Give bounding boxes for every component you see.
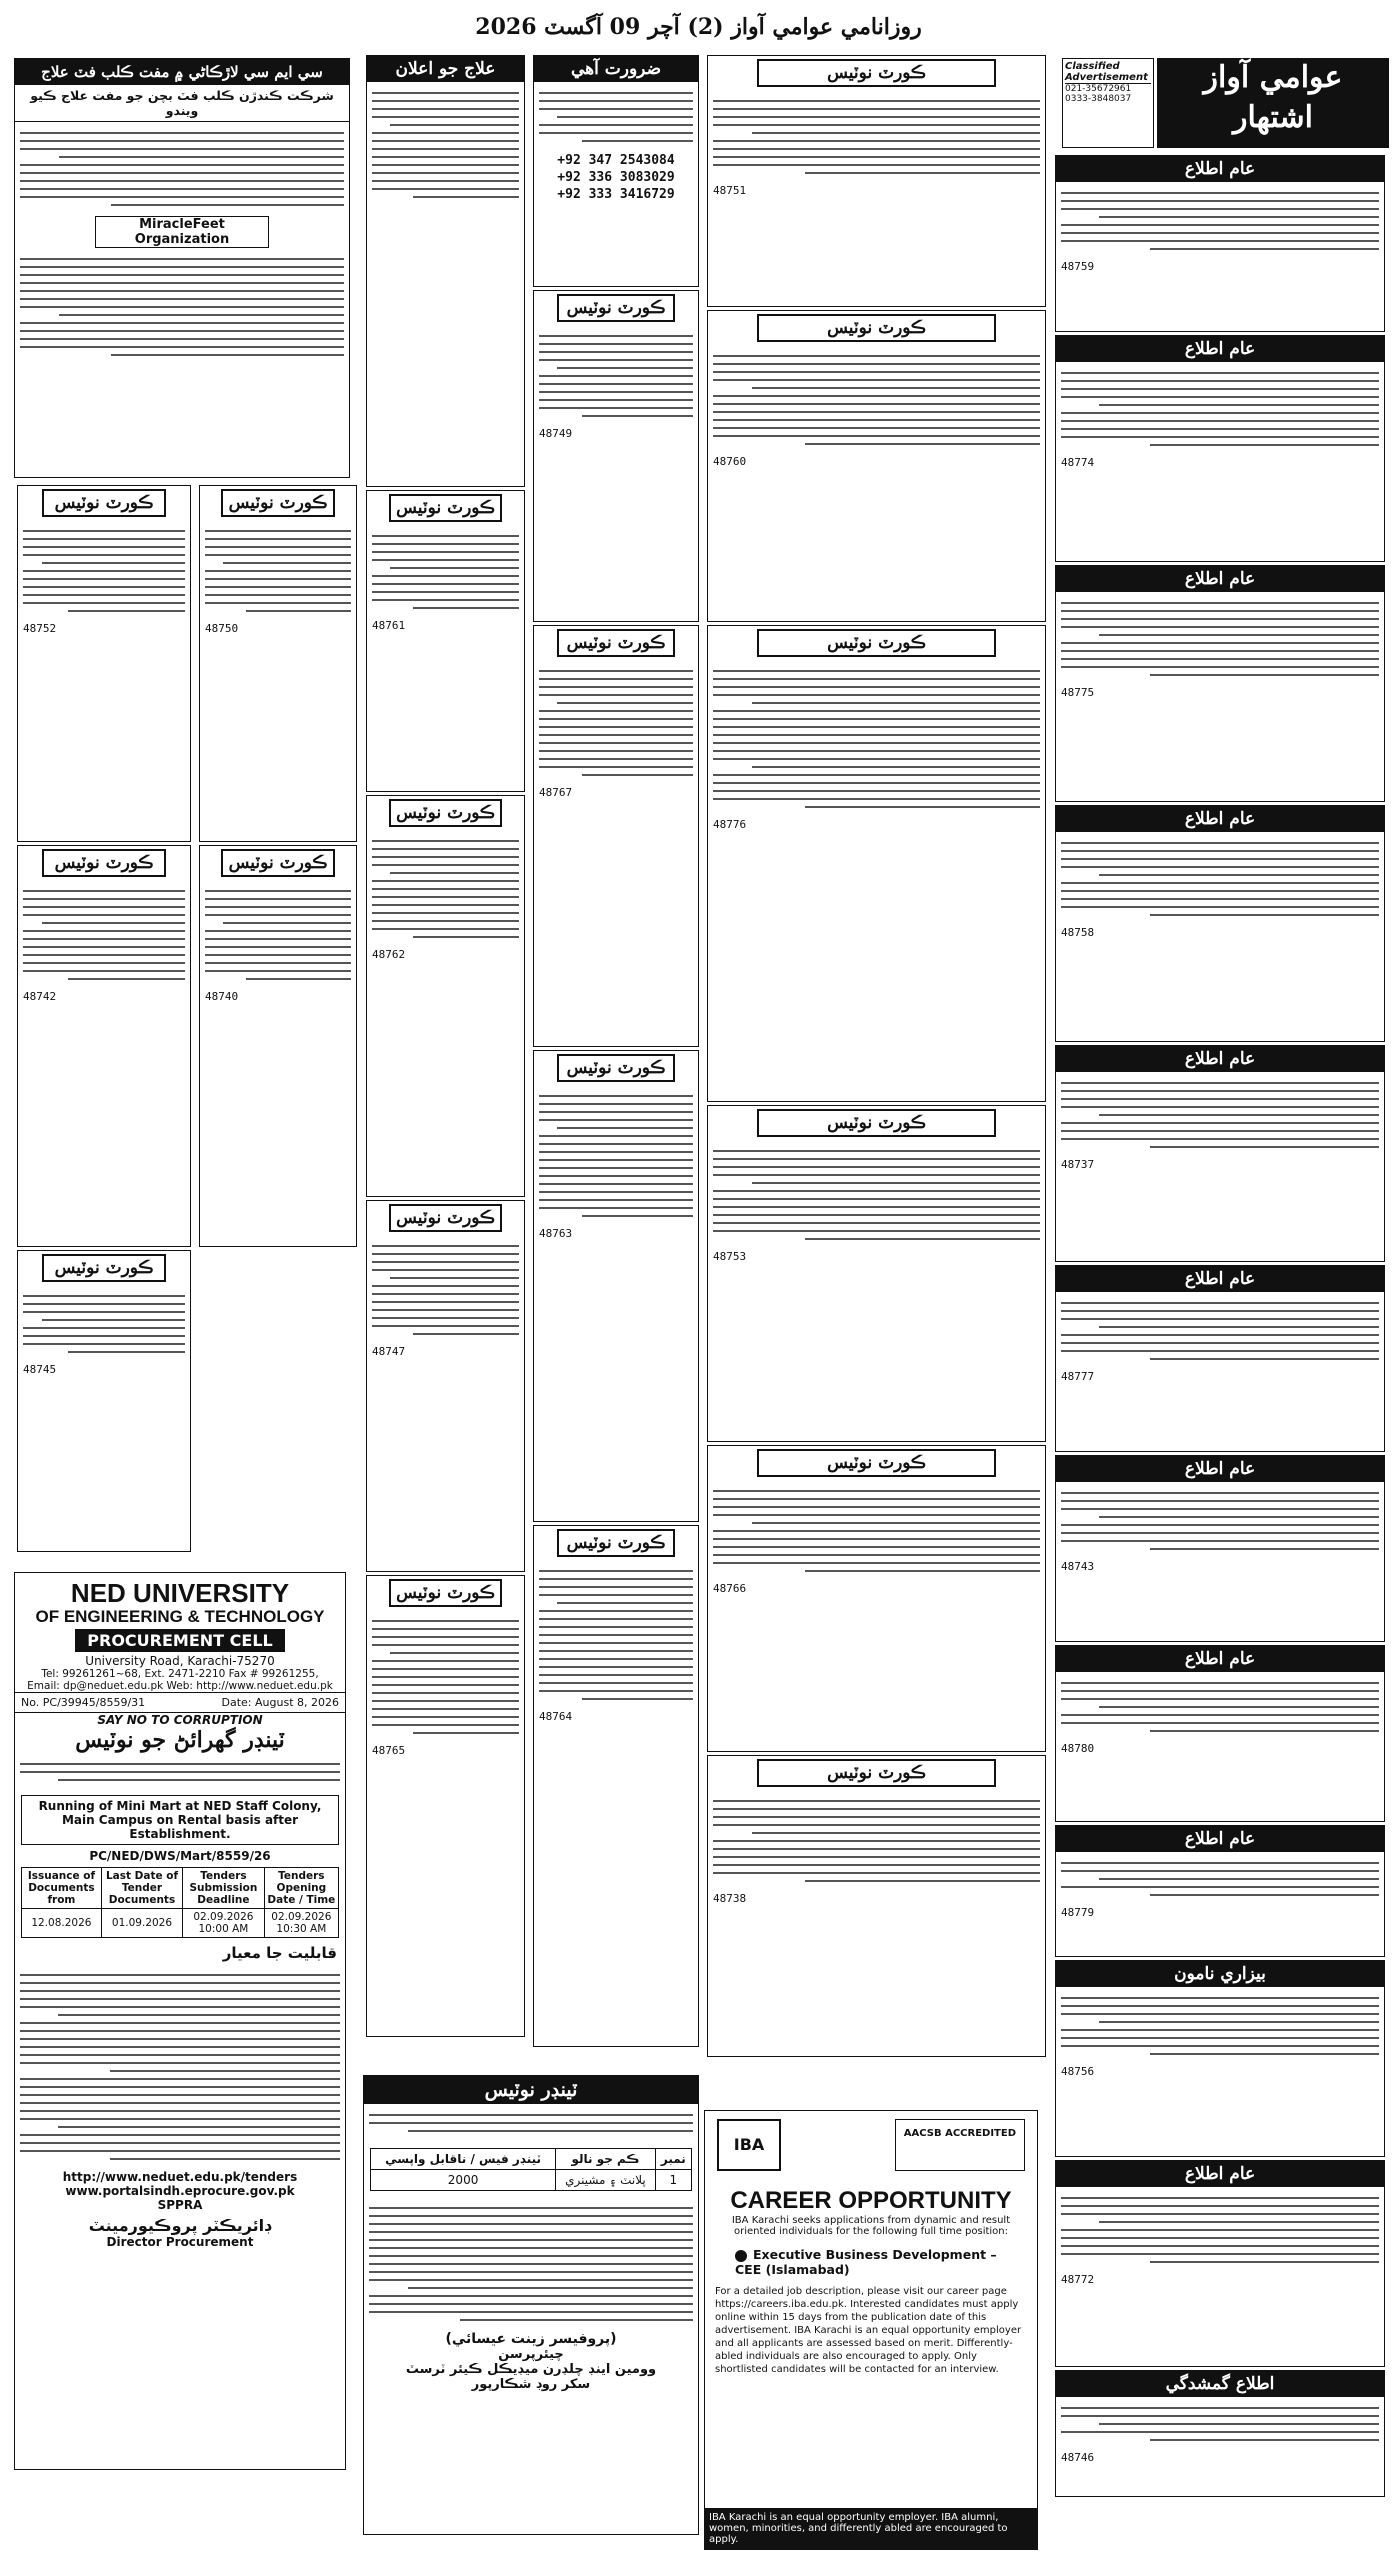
notice-ref: 48759 bbox=[1061, 260, 1095, 273]
notice-header: ڪورٽ نوٽيس bbox=[557, 1529, 676, 1557]
notice-box bbox=[17, 1250, 191, 1552]
notice-header: عام اطلاع bbox=[1056, 1456, 1384, 1482]
ned-university: NED UNIVERSITY bbox=[70, 1578, 290, 1608]
phone-2: +92 336 3083029 bbox=[557, 170, 675, 185]
ned-cell-2: 01.09.2026 bbox=[101, 1909, 182, 1938]
ned-tel: Tel: 99261261~68, Ext. 2471-2210 Fax # 99261255, bbox=[41, 1668, 319, 1680]
treatment-header: علاج جو اعلان bbox=[367, 56, 524, 82]
notice-ref: 48772 bbox=[1061, 2273, 1095, 2286]
notice-ref: 48752 bbox=[23, 622, 57, 635]
column-left-a bbox=[14, 482, 194, 1567]
notice-ref: 48750 bbox=[205, 622, 239, 635]
ned-cell: PROCUREMENT CELL bbox=[75, 1629, 285, 1652]
ned-tender-ad bbox=[14, 1572, 346, 2470]
notice-ref: 48738 bbox=[713, 1892, 747, 1905]
notice-header: عام اطلاع bbox=[1056, 336, 1384, 362]
notice-box bbox=[1055, 2160, 1385, 2367]
tender-col-2: ڪم جو نالو bbox=[556, 2149, 656, 2170]
ned-web[interactable]: http://www.neduet.edu.pk/tenders bbox=[62, 2170, 298, 2184]
tender-sign-4: سکر روڊ شڪارپور bbox=[471, 2377, 591, 2392]
notice-header: ڪورٽ نوٽيس bbox=[389, 1204, 503, 1232]
tender-sign-2: چيئرپرسن bbox=[498, 2347, 564, 2362]
treatment-box bbox=[366, 55, 525, 487]
tender-no: 1 bbox=[655, 2170, 691, 2191]
ned-col-4: Tenders Opening Date / Time bbox=[264, 1868, 338, 1909]
masthead-title: روزانامي عوامي آواز (2) آچر 09 آگسٽ 2026 bbox=[475, 14, 922, 40]
ned-cell-4: 02.09.2026 10:30 AM bbox=[264, 1909, 338, 1938]
required-header: ضرورت آهي bbox=[534, 56, 698, 82]
career-body: For a detailed job description, please visit our career page https://careers.iba.edu.pk. Interested candidates must apply online within 15 days from the publication date of this advertisement. IBA Karachi is an equal opportunity employer and all applicants are assessed based on merit. Differently-abled individuals are also encouraged to apply. Only shortlisted candidates will be contacted for an interview. bbox=[715, 2286, 1022, 2375]
notice-ref: 48758 bbox=[1061, 926, 1095, 939]
notice-ref: 48745 bbox=[23, 1363, 57, 1376]
notice-ref: 48763 bbox=[539, 1227, 573, 1240]
notice-box bbox=[1055, 335, 1385, 562]
column-required bbox=[530, 52, 702, 2072]
notice-header: ڪورٽ نوٽيس bbox=[757, 59, 997, 87]
notice-ref: 48780 bbox=[1061, 1742, 1095, 1755]
notice-box bbox=[366, 490, 525, 792]
tender-title: ٽينڊر نوٽيس bbox=[364, 2076, 698, 2104]
iba-career-ad bbox=[704, 2110, 1038, 2550]
notice-ref: 48751 bbox=[713, 184, 747, 197]
tender-col-1: نمبر bbox=[655, 2149, 691, 2170]
ned-col-3: Tenders Submission Deadline bbox=[183, 1868, 265, 1909]
column-treatment bbox=[363, 52, 528, 2072]
notice-header: ڪورٽ نوٽيس bbox=[221, 849, 334, 877]
ned-email: Email: dp@neduet.edu.pk Web: http://www.neduet.edu.pk bbox=[27, 1680, 333, 1692]
ned-sppra: SPPRA bbox=[157, 2198, 203, 2212]
notice-ref: 48762 bbox=[372, 948, 406, 961]
notice-header: ڪورٽ نوٽيس bbox=[221, 489, 334, 517]
notice-box bbox=[707, 310, 1046, 622]
classified-title: Classified Advertisement bbox=[1065, 61, 1151, 84]
notice-ref: 48761 bbox=[372, 619, 406, 632]
phone-1: +92 347 2543084 bbox=[557, 153, 675, 168]
career-footer: IBA Karachi is an equal opportunity employer. IBA alumni, women, minorities, and differently abled are encouraged to apply. bbox=[705, 2508, 1037, 2549]
notice-box bbox=[707, 1755, 1046, 2057]
notice-ref: 48776 bbox=[713, 818, 747, 831]
notice-box bbox=[366, 795, 525, 1197]
ned-work: Running of Mini Mart at NED Staff Colony, Main Campus on Rental basis after Establishment. bbox=[21, 1795, 339, 1845]
notice-box bbox=[1055, 1825, 1385, 1957]
ned-col-1: Issuance of Documents from bbox=[22, 1868, 102, 1909]
column-public-notices bbox=[1052, 152, 1388, 2552]
tender-notice bbox=[363, 2075, 699, 2535]
notice-header: ڪورٽ نوٽيس bbox=[757, 1109, 997, 1137]
notice-box bbox=[1055, 1645, 1385, 1822]
notice-ref: 48764 bbox=[539, 1710, 573, 1723]
notice-header: عام اطلاع bbox=[1056, 566, 1384, 592]
ned-director: ڊائريڪٽر پروڪيورمينٽ bbox=[88, 2216, 272, 2235]
column-left-b bbox=[196, 482, 360, 1567]
required-box bbox=[533, 55, 699, 287]
phone-3: +92 333 3416729 bbox=[557, 187, 675, 202]
ned-address: University Road, Karachi-75270 bbox=[85, 1654, 275, 1668]
notice-ref: 48743 bbox=[1061, 1560, 1095, 1573]
ned-cell-3: 02.09.2026 10:00 AM bbox=[183, 1909, 265, 1938]
notice-ref: 48747 bbox=[372, 1345, 406, 1358]
notice-box bbox=[533, 1050, 699, 1522]
career-intro: IBA Karachi seeks applications from dynamic and result oriented individuals for the following full time position: bbox=[731, 2215, 1011, 2237]
notice-header: عام اطلاع bbox=[1056, 2161, 1384, 2187]
tender-sign-1: (پروفيسر زينت عيسائي) bbox=[445, 2331, 617, 2347]
ned-eligibility: قابليت جا معيار bbox=[222, 1944, 337, 1962]
notice-ref: 48756 bbox=[1061, 2065, 1095, 2078]
notice-ref: 48767 bbox=[539, 786, 573, 799]
banner-title: سي ايم سي لاڙڪاڻي ۾ مفت ڪلب فٽ علاج bbox=[15, 59, 349, 85]
notice-header: ڪورٽ نوٽيس bbox=[42, 489, 166, 517]
tender-table bbox=[370, 2148, 692, 2191]
notice-box bbox=[533, 625, 699, 1047]
notice-header: ڪورٽ نوٽيس bbox=[389, 799, 503, 827]
banner-org: MiracleFeet Organization bbox=[95, 216, 269, 248]
notice-ref: 48740 bbox=[205, 990, 239, 1003]
career-title: CAREER OPPORTUNITY bbox=[730, 2187, 1012, 2214]
notice-header: عام اطلاع bbox=[1056, 156, 1384, 182]
notice-ref: 48775 bbox=[1061, 686, 1095, 699]
notice-box bbox=[707, 625, 1046, 1102]
ned-col-2: Last Date of Tender Documents bbox=[101, 1868, 182, 1909]
notice-box bbox=[1055, 1265, 1385, 1452]
tender-col-3: ٽينڊر فيس / ناقابل واپسي bbox=[371, 2149, 556, 2170]
ned-ref-no: No. PC/39945/8559/31 bbox=[21, 1696, 146, 1709]
notice-ref: 48760 bbox=[713, 455, 747, 468]
notice-box bbox=[366, 1200, 525, 1572]
banner-subtitle: شرڪت ڪندڙن ڪلب فٽ بچن جو مفت علاج ڪيو ويندو bbox=[15, 85, 349, 122]
notice-box bbox=[17, 845, 191, 1247]
notice-box bbox=[707, 55, 1046, 307]
notice-header: ڪورٽ نوٽيس bbox=[757, 629, 997, 657]
aacsb-badge: AACSB ACCREDITED bbox=[895, 2119, 1025, 2171]
notice-box bbox=[1055, 2370, 1385, 2497]
notice-box bbox=[199, 485, 357, 842]
notice-header: عام اطلاع bbox=[1056, 1826, 1384, 1852]
logo-name: عوامي آواز bbox=[1203, 60, 1343, 95]
notice-header: عام اطلاع bbox=[1056, 1646, 1384, 1672]
clubfoot-banner bbox=[14, 58, 350, 478]
notice-ref: 48753 bbox=[713, 1250, 747, 1263]
ned-slogan: SAY NO TO CORRUPTION bbox=[97, 1713, 263, 1727]
notice-box bbox=[199, 845, 357, 1247]
ned-urdu-title: ٽينڊر گهرائڻ جو نوٽيس bbox=[75, 1727, 285, 1753]
notice-header: ڪورٽ نوٽيس bbox=[757, 1449, 997, 1477]
column-court-notices-2 bbox=[704, 52, 1049, 2102]
notice-ref: 48746 bbox=[1061, 2451, 1095, 2464]
ned-director-en: Director Procurement bbox=[106, 2235, 254, 2249]
notice-header: ڪورٽ نوٽيس bbox=[757, 1759, 997, 1787]
tender-fee: 2000 bbox=[371, 2170, 556, 2191]
notice-box bbox=[1055, 805, 1385, 1042]
notice-header: ڪورٽ نوٽيس bbox=[557, 1054, 676, 1082]
notice-ref: 48777 bbox=[1061, 1370, 1095, 1383]
notice-box bbox=[1055, 155, 1385, 332]
classified-phone-2: 0333-3848037 bbox=[1065, 94, 1132, 104]
classified-phone-1: 021-35672961 bbox=[1065, 84, 1132, 94]
notice-header: ڪورٽ نوٽيس bbox=[557, 629, 676, 657]
notice-header: اطلاع گمشدگي bbox=[1056, 2371, 1384, 2397]
notice-box bbox=[533, 290, 699, 622]
notice-ref: 48742 bbox=[23, 990, 57, 1003]
notice-box bbox=[1055, 1045, 1385, 1262]
notice-ref: 48766 bbox=[713, 1582, 747, 1595]
ned-table bbox=[21, 1867, 339, 1938]
notice-header: ڪورٽ نوٽيس bbox=[389, 1579, 503, 1607]
notice-box bbox=[17, 485, 191, 842]
notice-header: بيزاري نامون bbox=[1056, 1961, 1384, 1987]
notice-header: ڪورٽ نوٽيس bbox=[757, 314, 997, 342]
ned-university-sub: OF ENGINEERING & TECHNOLOGY bbox=[35, 1607, 325, 1626]
notice-box bbox=[1055, 565, 1385, 802]
tender-sign-3: وومين اينڊ چلڊرن ميڊيڪل ڪيئر ٽرسٽ bbox=[405, 2362, 657, 2377]
tender-work: پلانٽ ۽ مشينري bbox=[556, 2170, 656, 2191]
newspaper-logo bbox=[1157, 58, 1389, 148]
notice-ref: 48779 bbox=[1061, 1906, 1095, 1919]
classified-box bbox=[1062, 58, 1154, 148]
notice-box bbox=[1055, 1960, 1385, 2157]
ned-work-ref: PC/NED/DWS/Mart/8559/26 bbox=[89, 1849, 271, 1863]
notice-ref: 48737 bbox=[1061, 1158, 1095, 1171]
ned-portal[interactable]: www.portalsindh.eprocure.gov.pk bbox=[65, 2184, 295, 2198]
notice-box bbox=[533, 1525, 699, 2047]
notice-box bbox=[707, 1105, 1046, 1442]
notice-box bbox=[707, 1445, 1046, 1752]
career-position: Executive Business Development – CEE (Islamabad) bbox=[735, 2247, 997, 2277]
notice-header: ڪورٽ نوٽيس bbox=[42, 1254, 166, 1282]
ned-date: Date: August 8, 2026 bbox=[221, 1696, 339, 1709]
notice-ref: 48774 bbox=[1061, 456, 1095, 469]
logo-subtitle: اشتھار bbox=[1233, 100, 1313, 135]
notice-box bbox=[1055, 1455, 1385, 1642]
notice-header: عام اطلاع bbox=[1056, 806, 1384, 832]
ned-cell-1: 12.08.2026 bbox=[22, 1909, 102, 1938]
bullet-icon bbox=[735, 2250, 747, 2262]
notice-header: عام اطلاع bbox=[1056, 1266, 1384, 1292]
notice-ref: 48749 bbox=[539, 427, 573, 440]
notice-header: ڪورٽ نوٽيس bbox=[557, 294, 676, 322]
notice-header: ڪورٽ نوٽيس bbox=[42, 849, 166, 877]
iba-logo: IBA bbox=[717, 2119, 781, 2171]
notice-ref: 48765 bbox=[372, 1744, 406, 1757]
notice-header: ڪورٽ نوٽيس bbox=[389, 494, 503, 522]
notice-header: عام اطلاع bbox=[1056, 1046, 1384, 1072]
notice-box bbox=[366, 1575, 525, 2037]
